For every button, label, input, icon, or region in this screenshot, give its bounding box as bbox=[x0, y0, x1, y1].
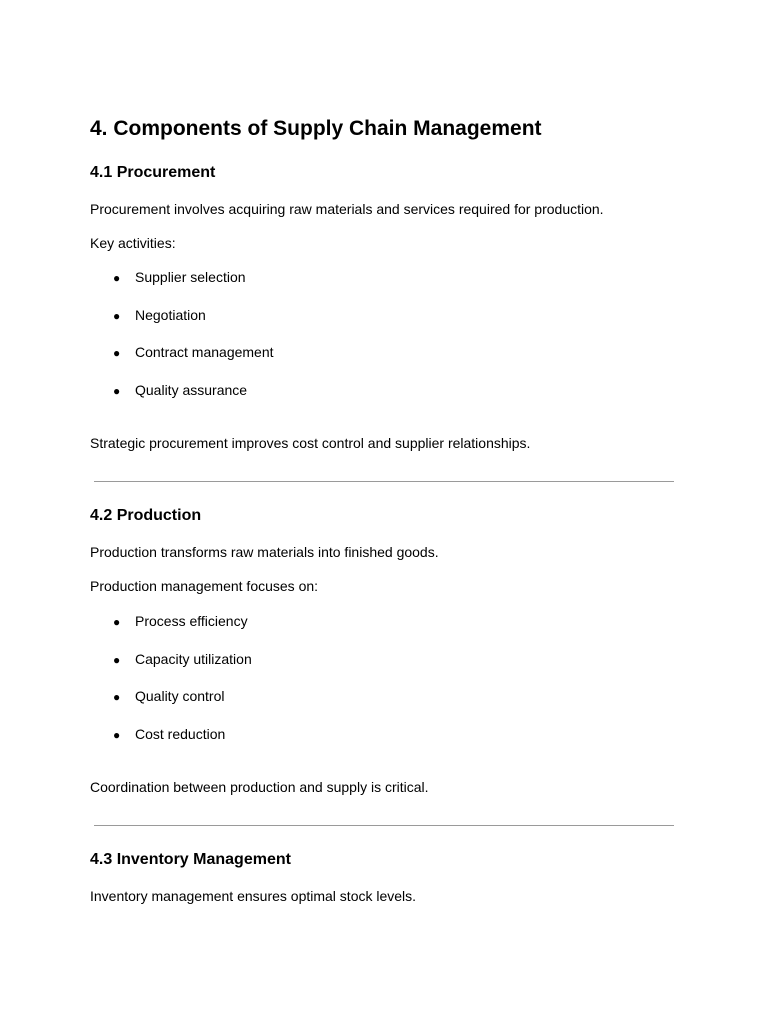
bullet-icon: ● bbox=[113, 652, 121, 667]
list-item-text: Process efficiency bbox=[135, 613, 248, 629]
bullet-icon: ● bbox=[113, 346, 121, 360]
section-divider bbox=[94, 825, 674, 826]
list-item-text: Capacity utilization bbox=[135, 650, 252, 667]
page-title: 4. Components of Supply Chain Management bbox=[90, 117, 542, 140]
section-title-procurement: 4.1 Procurement bbox=[90, 164, 216, 181]
list-item-text: Supplier selection bbox=[135, 269, 246, 285]
section-lead-production: Production management focuses on: bbox=[90, 578, 319, 594]
bullet-icon: ● bbox=[113, 615, 121, 629]
section-intro-production: Production transforms raw materials into finished goods. bbox=[90, 544, 439, 560]
section-closing-procurement: Strategic procurement improves cost control and supplier relationships. bbox=[90, 435, 531, 451]
section-intro-procurement: Procurement involves acquiring raw materials and services required for production. bbox=[90, 201, 604, 217]
section-divider bbox=[94, 481, 674, 482]
bullet-icon: ● bbox=[113, 383, 121, 398]
list-item-text: Cost reduction bbox=[135, 725, 226, 742]
bullet-icon: ● bbox=[113, 308, 121, 323]
list-item-text: Contract management bbox=[135, 344, 274, 360]
bullet-icon: ● bbox=[113, 271, 121, 285]
bullet-icon: ● bbox=[113, 690, 121, 704]
section-intro-inventory: Inventory management ensures optimal stock levels. bbox=[90, 888, 417, 904]
list-item-text: Quality control bbox=[135, 688, 225, 704]
section-title-production: 4.2 Production bbox=[90, 507, 202, 524]
section-closing-production: Coordination between production and supply is critical. bbox=[90, 779, 429, 795]
list-item-text: Quality assurance bbox=[135, 381, 248, 398]
section-title-inventory: 4.3 Inventory Management bbox=[90, 851, 291, 868]
list-item-text: Negotiation bbox=[135, 306, 206, 323]
section-lead-procurement: Key activities: bbox=[90, 235, 176, 251]
bullet-icon: ● bbox=[113, 727, 121, 742]
